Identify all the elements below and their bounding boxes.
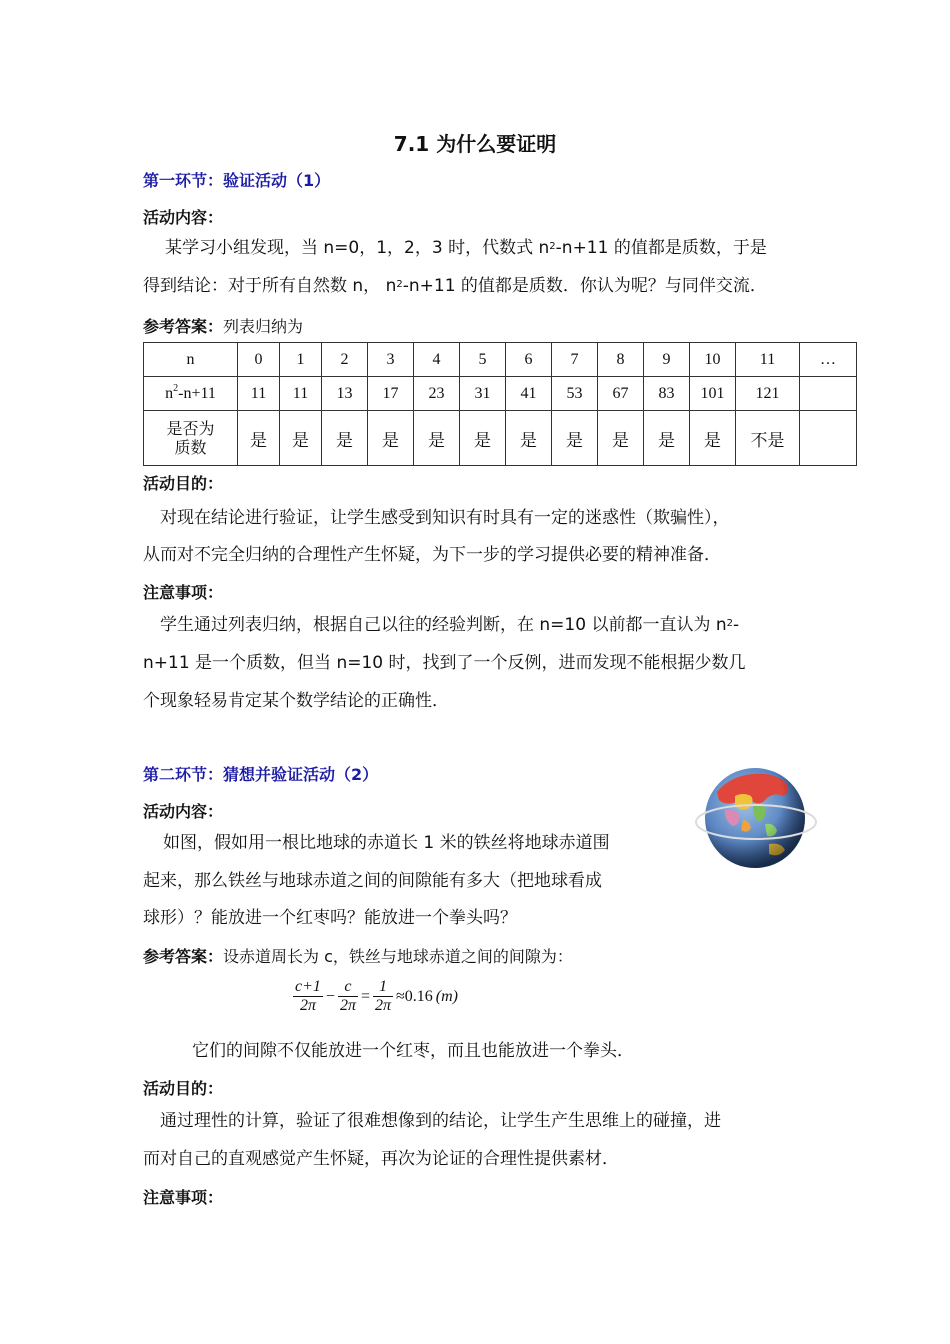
- answer-text: 列表归纳为: [223, 317, 304, 336]
- table-cell: 是: [552, 411, 598, 466]
- section1-notes-line1: [160, 607, 739, 644]
- table-cell: 不是: [736, 411, 800, 466]
- section1-notes-line3: 个现象轻易肯定某个数学结论的正确性．: [143, 691, 449, 711]
- table-cell: 31: [460, 377, 506, 411]
- table-cell: 83: [644, 377, 690, 411]
- answer-label: 参考答案：: [143, 317, 224, 336]
- table-cell: 7: [552, 343, 598, 377]
- section2-answer: [143, 944, 573, 967]
- minus-sign: −: [325, 987, 335, 1005]
- text-segment: n: [165, 384, 174, 402]
- table-cell: 11: [280, 377, 322, 411]
- table-cell: 是: [414, 411, 460, 466]
- table-cell: 是: [598, 411, 644, 466]
- table-cell: 5: [460, 343, 506, 377]
- section1-purpose-line2: 从而对不完全归纳的合理性产生怀疑，为下一步的学习提供必要的精神准备．: [143, 545, 721, 565]
- table-cell: 是: [322, 411, 368, 466]
- denominator: 2π: [374, 997, 391, 1014]
- superscript: 2: [396, 279, 403, 290]
- section2-purpose-label: 活动目的：: [143, 1079, 224, 1098]
- numerator: 1: [373, 978, 393, 997]
- fraction: [338, 978, 358, 1015]
- table-cell: 1: [280, 343, 322, 377]
- section2-purpose-line2: 而对自己的直观感觉产生怀疑，再次为论证的合理性提供素材．: [143, 1149, 619, 1169]
- approx-value: ≈0.16: [396, 987, 433, 1005]
- table-cell: …: [800, 343, 857, 377]
- table-cell: 3: [368, 343, 414, 377]
- text-segment: -n+11: [178, 384, 216, 402]
- text-segment: 某学习小组发现，当 n=0，1，2，3 时，代数式 n: [165, 238, 550, 258]
- table-row-label: n: [144, 343, 238, 377]
- numerator: c: [338, 978, 358, 997]
- unit: (m): [435, 987, 458, 1005]
- superscript: 2: [726, 618, 734, 629]
- table-cell: 41: [506, 377, 552, 411]
- section2-purpose-line1: 通过理性的计算，验证了很难想像到的结论，让学生产生思维上的碰撞，进: [160, 1111, 721, 1131]
- section1-answer: [143, 314, 303, 337]
- section1-purpose-line1: 对现在结论进行验证，让学生感受到知识有时具有一定的迷惑性（欺骗性），: [160, 508, 730, 528]
- prime-table: [143, 342, 857, 466]
- fraction: [293, 978, 323, 1015]
- table-cell: 17: [368, 377, 414, 411]
- section1-notes-line2: n+11 是一个质数，但当 n=10 时，找到了一个反例，进而发现不能根据少数几: [143, 653, 746, 673]
- table-cell: 0: [238, 343, 280, 377]
- section2-heading: 第二环节：猜想并验证活动（2）: [143, 765, 379, 784]
- text-segment: 是否为: [166, 419, 215, 438]
- table-cell: 8: [598, 343, 644, 377]
- superscript: 2: [549, 241, 556, 252]
- answer-label: 参考答案：: [143, 947, 224, 966]
- table-row-prime: [144, 411, 857, 466]
- table-cell: [800, 411, 857, 466]
- fraction: [373, 978, 393, 1015]
- table-cell: 11: [736, 343, 800, 377]
- section2-content-line3: 球形）？能放进一个红枣吗？能放进一个拳头吗？: [143, 908, 517, 928]
- text-segment: -: [733, 615, 740, 635]
- formula: [293, 978, 458, 1015]
- table-cell: 23: [414, 377, 460, 411]
- table-cell: 是: [506, 411, 552, 466]
- table-cell: 67: [598, 377, 644, 411]
- section2-notes-label: 注意事项：: [143, 1188, 224, 1207]
- table-cell: 4: [414, 343, 460, 377]
- denominator: 2π: [299, 997, 316, 1014]
- text-segment: 质数: [174, 438, 207, 457]
- table-row-label: [144, 411, 238, 466]
- page-title: 7.1 为什么要证明: [393, 132, 557, 156]
- denominator: 2π: [339, 997, 356, 1014]
- table-cell: 9: [644, 343, 690, 377]
- table-cell: 是: [238, 411, 280, 466]
- table-cell: 2: [322, 343, 368, 377]
- section1-notes-label: 注意事项：: [143, 583, 224, 602]
- section1-heading: 第一环节：验证活动（1）: [143, 171, 331, 190]
- globe-image: [695, 762, 817, 878]
- table-row-label: [144, 377, 238, 411]
- table-cell: [800, 377, 857, 411]
- text-segment: -n+11 的值都是质数，于是: [555, 238, 767, 258]
- superscript: 2: [173, 382, 179, 394]
- table-cell: 6: [506, 343, 552, 377]
- section1-content-line2: [143, 268, 767, 305]
- table-cell: 是: [644, 411, 690, 466]
- section2-content-label: 活动内容：: [143, 802, 224, 821]
- equals-sign: =: [360, 987, 370, 1005]
- table-cell: 13: [322, 377, 368, 411]
- section1-content-label: 活动内容：: [143, 208, 224, 227]
- table-cell: 53: [552, 377, 598, 411]
- table-cell: 11: [238, 377, 280, 411]
- numerator: c+1: [295, 978, 321, 995]
- table-cell: 121: [736, 377, 800, 411]
- section2-content-line2: 起来，那么铁丝与地球赤道之间的间隙能有多大（把地球看成: [143, 871, 602, 891]
- text-segment: 学生通过列表归纳，根据自己以往的经验判断，在 n=10 以前都一直认为 n: [160, 615, 727, 635]
- text-segment: 得到结论：对于所有自然数 n， n: [143, 276, 397, 296]
- section1-purpose-label: 活动目的：: [143, 474, 224, 493]
- table-cell: 是: [368, 411, 414, 466]
- answer-text: 设赤道周长为 c，铁丝与地球赤道之间的间隙为：: [223, 947, 573, 966]
- section1-content-line1: [165, 230, 767, 267]
- table-cell: 101: [690, 377, 736, 411]
- table-cell: 10: [690, 343, 736, 377]
- table-cell: 是: [690, 411, 736, 466]
- table-row-n: [144, 343, 857, 377]
- section2-content-line1: 如图，假如用一根比地球的赤道长 1 米的铁丝将地球赤道围: [163, 833, 610, 853]
- section2-conclusion: 它们的间隙不仅能放进一个红枣，而且也能放进一个拳头．: [192, 1041, 634, 1061]
- table-cell: 是: [280, 411, 322, 466]
- table-row-value: [144, 377, 857, 411]
- table-cell: 是: [460, 411, 506, 466]
- text-segment: -n+11 的值都是质数．你认为呢？与同伴交流．: [402, 276, 767, 296]
